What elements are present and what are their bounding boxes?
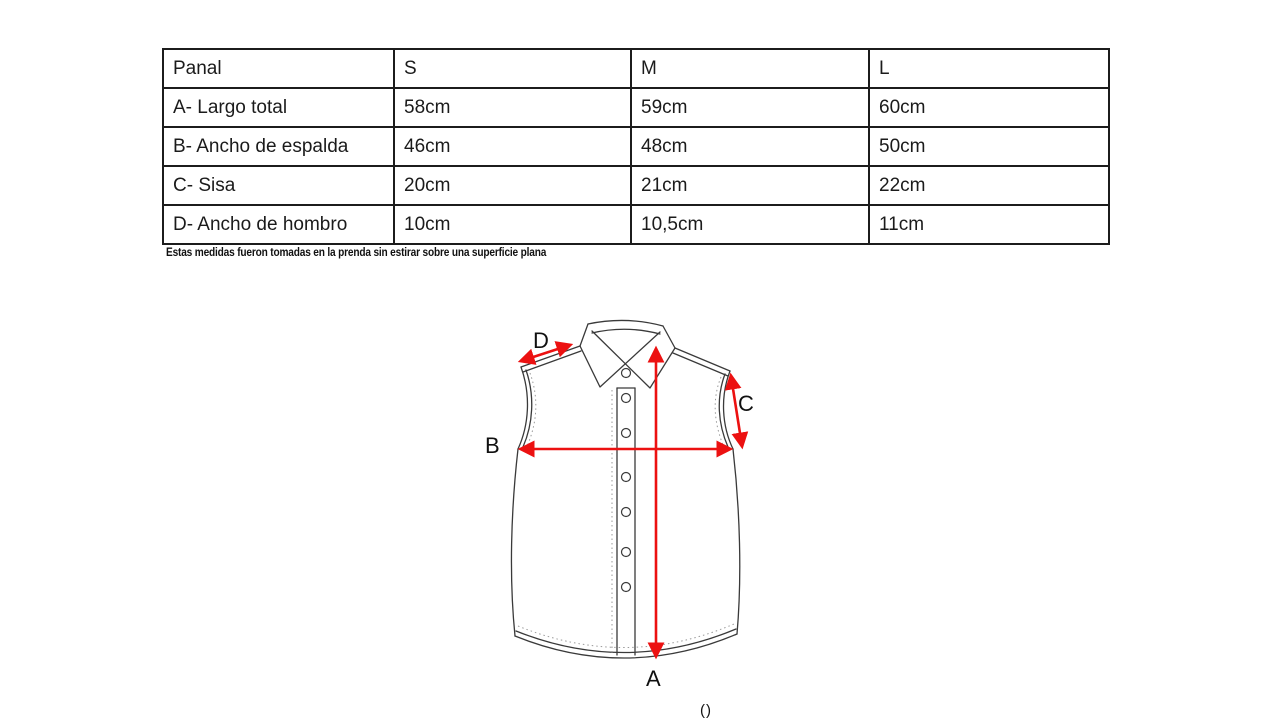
value-l: 60cm: [869, 88, 1109, 127]
right-side-seam: [733, 449, 740, 634]
table-row-sisa: [163, 166, 1109, 205]
value-l: 11cm: [869, 205, 1109, 244]
left-side-seam: [511, 449, 518, 636]
hem-stitch: [518, 624, 734, 648]
collar-band-line: [592, 329, 660, 334]
row-label: A- Largo total: [163, 88, 394, 127]
clipped-bottom-text: (): [700, 702, 712, 719]
right-armhole: [724, 371, 733, 449]
col-header-l: L: [869, 49, 1109, 88]
value-l: 22cm: [869, 166, 1109, 205]
right-shoulder-seam: [675, 348, 730, 371]
collar-left-leaf: [580, 332, 660, 387]
button: [622, 548, 631, 557]
hem-line: [515, 634, 737, 658]
measure-label-c: C: [738, 391, 754, 416]
left-shoulder-seam-inner: [523, 351, 581, 372]
value-s: 20cm: [394, 166, 631, 205]
collar-top-edge: [588, 320, 663, 326]
measure-label-a: A: [646, 666, 661, 691]
table-row-ancho-hombro: [163, 205, 1109, 244]
value-m: 21cm: [631, 166, 869, 205]
col-header-panal: Panal: [163, 49, 394, 88]
col-header-s: S: [394, 49, 631, 88]
value-m: 10,5cm: [631, 205, 869, 244]
button: [622, 508, 631, 517]
measure-label-d: D: [533, 328, 549, 353]
collar-right-leaf: [592, 331, 675, 388]
measure-arrows: [521, 345, 742, 656]
value-s: 58cm: [394, 88, 631, 127]
collar-left-edge: [580, 324, 588, 346]
measurement-footnote: Estas medidas fueron tomadas en la prenda sin estirar sobre una superficie plana: [166, 247, 547, 259]
left-armhole-inner: [523, 370, 532, 447]
value-m: 59cm: [631, 88, 869, 127]
col-header-m: M: [631, 49, 869, 88]
collar-right-edge: [663, 326, 675, 348]
value-l: 50cm: [869, 127, 1109, 166]
buttons: [622, 369, 631, 592]
shirt-outline: [511, 320, 739, 658]
button: [622, 369, 631, 378]
value-m: 48cm: [631, 127, 869, 166]
measure-label-b: B: [485, 433, 500, 458]
row-label: D- Ancho de hombro: [163, 205, 394, 244]
value-s: 46cm: [394, 127, 631, 166]
button: [622, 473, 631, 482]
button: [622, 583, 631, 592]
left-armhole: [518, 367, 527, 449]
button: [622, 394, 631, 403]
right-armhole-inner: [719, 374, 728, 447]
hem-line-inner: [516, 629, 736, 653]
table-row-largo-total: [163, 88, 1109, 127]
row-label: B- Ancho de espalda: [163, 127, 394, 166]
left-shoulder-seam: [521, 346, 580, 367]
table-header-row: [163, 49, 1109, 88]
table-row-ancho-espalda: [163, 127, 1109, 166]
left-armhole-stitch: [528, 373, 536, 444]
right-armhole-stitch: [715, 377, 723, 445]
row-label: C- Sisa: [163, 166, 394, 205]
size-chart-table: [162, 48, 1110, 245]
stitch-lines: [518, 373, 734, 654]
button: [622, 429, 631, 438]
right-shoulder-seam-inner: [673, 353, 728, 376]
value-s: 10cm: [394, 205, 631, 244]
